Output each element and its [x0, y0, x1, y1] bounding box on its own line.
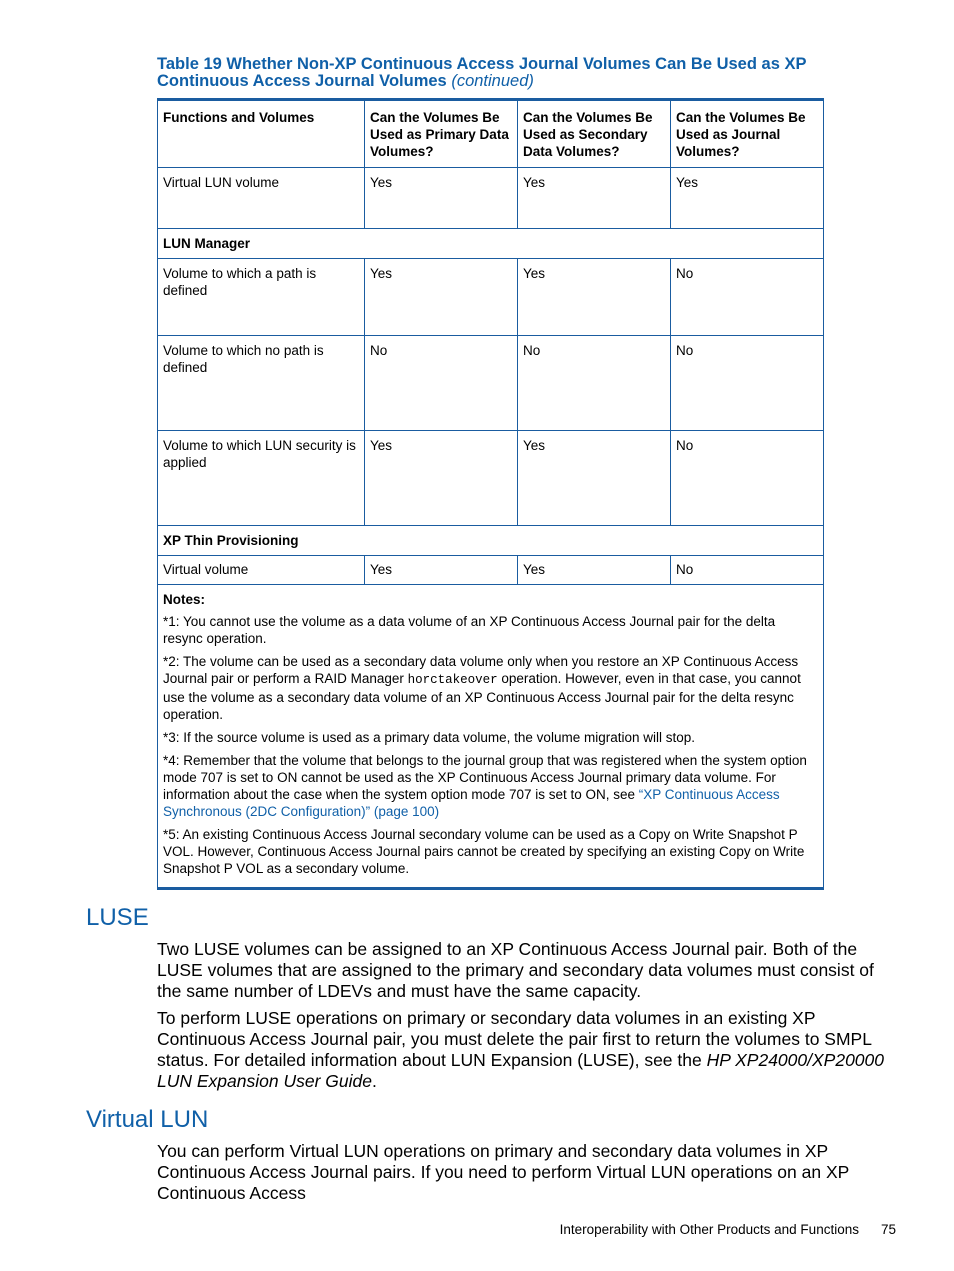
notes-cell: [158, 585, 824, 889]
table-caption-continued: (continued): [451, 72, 534, 90]
header-secondary: Can the Volumes Be Used as Secondary Data Volumes?: [518, 100, 671, 168]
cell-journal: No: [671, 431, 824, 526]
cell-secondary: Yes: [518, 259, 671, 336]
table-row: [158, 556, 824, 585]
cell-journal: No: [671, 336, 824, 431]
note-2-text-b: operation. However, even in that case, you cannot use the volume as a secondary data volume of an XP Continuous Access Journal pair for the delta resync operation.: [163, 671, 801, 722]
section-row: [158, 229, 824, 259]
cell-journal: No: [671, 556, 824, 585]
section-row: [158, 526, 824, 556]
table-row: [158, 259, 824, 336]
row-label: Volume to which LUN security is applied: [158, 431, 365, 526]
footer-section-title: Interoperability with Other Products and Functions: [559, 1222, 859, 1237]
table-caption: [157, 56, 817, 90]
luse-heading: LUSE: [86, 904, 149, 931]
note-2-command: horctakeover: [407, 673, 498, 687]
note-3: *3: If the source volume is used as a primary data volume, the volume migration will stop.: [163, 730, 695, 745]
note-4: [163, 752, 818, 820]
cell-primary: Yes: [365, 556, 518, 585]
row-label: Virtual LUN volume: [158, 168, 365, 229]
cell-secondary: Yes: [518, 168, 671, 229]
luse-paragraph-2-text: To perform LUSE operations on primary or secondary data volumes in an existing XP Continuous Access Journal pair, you must delete the pair first to return the volumes to SMPL status. For detailed information about LUN Expansion (LUSE), see the: [157, 1008, 872, 1070]
luse-guide-title: HP XP24000/XP20000 LUN Expansion User Guide: [157, 1050, 884, 1091]
compatibility-table: [157, 98, 824, 890]
cell-journal: No: [671, 259, 824, 336]
section-thin-provisioning: XP Thin Provisioning: [158, 526, 824, 556]
header-primary: Can the Volumes Be Used as Primary Data Volumes?: [365, 100, 518, 168]
section-lun-manager: LUN Manager: [158, 229, 824, 259]
page-number: 75: [880, 1222, 896, 1237]
table-header-row: [158, 100, 824, 168]
note-1: *1: You cannot use the volume as a data volume of an XP Continuous Access Journal pair for the delta resync operation.: [163, 614, 776, 646]
cell-primary: Yes: [365, 259, 518, 336]
virtual-lun-heading: Virtual LUN: [86, 1106, 209, 1133]
luse-paragraph-2: [157, 1008, 902, 1092]
header-journal: Can the Volumes Be Used as Journal Volumes?: [671, 100, 824, 168]
cell-secondary: Yes: [518, 431, 671, 526]
row-label: Volume to which no path is defined: [158, 336, 365, 431]
table-row: [158, 431, 824, 526]
note-2: [163, 653, 818, 723]
notes-row: [158, 585, 824, 889]
note-4-text: *4: Remember that the volume that belongs to the journal group that was registered when the system option mode 707 is set to ON cannot be used as the XP Continuous Access Journal primary data volume. For information about the case when the system option mode 707 is set to ON, see: [163, 753, 807, 802]
page-footer: [500, 1222, 896, 1237]
table-row: [158, 168, 824, 229]
virtual-lun-paragraph-1: You can perform Virtual LUN operations on primary and secondary data volumes in XP Continuous Access Journal pairs. If you need to perform Virtual LUN operations on an XP Continuous Access: [157, 1141, 849, 1203]
cell-primary: Yes: [365, 168, 518, 229]
row-label: Virtual volume: [158, 556, 365, 585]
cell-primary: Yes: [365, 431, 518, 526]
note-5: *5: An existing Continuous Access Journal secondary volume can be used as a Copy on Write Snapshot P VOL. However, Continuous Access Journal pairs cannot be created by specifying an existing Copy on Write Snapshot P VOL as a secondary volume.: [163, 827, 805, 876]
row-label: Volume to which a path is defined: [158, 259, 365, 336]
cell-secondary: No: [518, 336, 671, 431]
luse-paragraph-2-end: .: [371, 1071, 377, 1091]
cell-secondary: Yes: [518, 556, 671, 585]
table-row: [158, 336, 824, 431]
cell-primary: No: [365, 336, 518, 431]
cell-journal: Yes: [671, 168, 824, 229]
table-caption-title: Table 19 Whether Non-XP Continuous Access Journal Volumes Can Be Used as XP Continuous Access Journal Volumes: [157, 55, 807, 90]
notes-heading: Notes:: [163, 592, 206, 607]
header-functions: Functions and Volumes: [158, 100, 365, 168]
luse-paragraph-1: Two LUSE volumes can be assigned to an XP Continuous Access Journal pair. Both of the LUSE volumes that are assigned to the primary and secondary data volumes must consist of the same number of LDEVs and must have the same capacity.: [157, 939, 874, 1001]
note-4-xref-link[interactable]: “XP Continuous Access Synchronous (2DC Configuration)” (page 100): [163, 787, 780, 819]
note-2-text-a: *2: The volume can be used as a secondary data volume only when you restore an XP Continuous Access Journal pair or perform a RAID Manager: [163, 654, 799, 686]
